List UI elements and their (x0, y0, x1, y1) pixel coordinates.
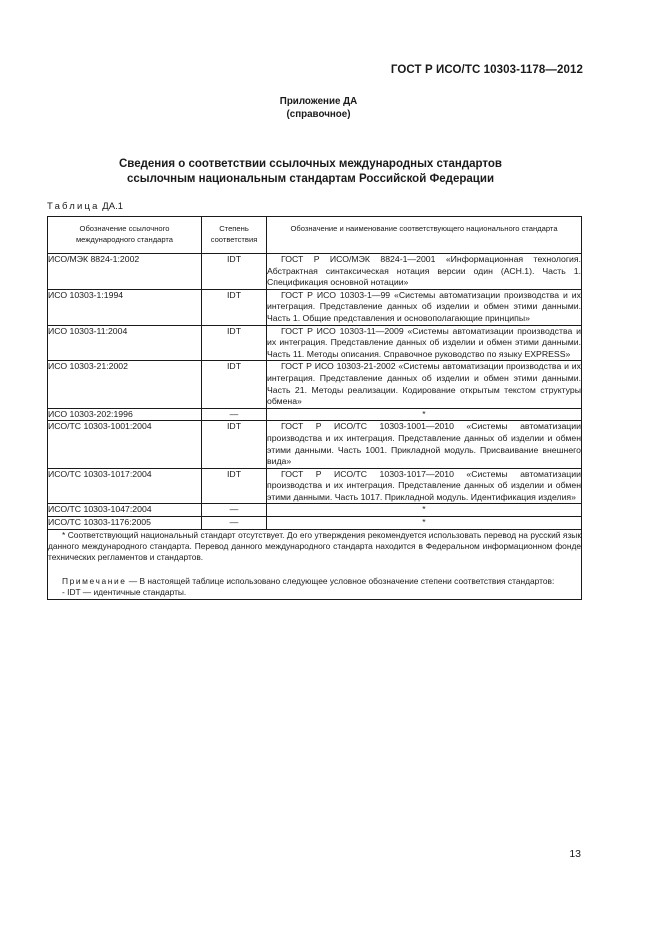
page-number: 13 (569, 848, 581, 860)
header-label: Обозначение ссылочного международного стандарта (75, 224, 174, 244)
table-header-row (48, 217, 582, 254)
cell-degree: IDT (202, 361, 267, 408)
cell-national-standard (267, 325, 582, 361)
table-row (48, 517, 582, 530)
national-standard-text: ГОСТ Р ИСО/ТС 10303-1017—2010 «Системы автоматизации производства и их интеграция. Представление данных об изделии и обмен этими данными. Часть 1017. Прикладной модуль. Идентификация изделия» (267, 468, 581, 502)
table-row (48, 421, 582, 468)
cell-international-standard: ИСО/ТС 10303-1047:2004 (48, 504, 202, 517)
header-cell-international (48, 217, 202, 254)
correspondence-table (47, 216, 582, 600)
table-row (48, 408, 582, 421)
cell-degree: IDT (202, 289, 267, 325)
header-cell-national (267, 217, 582, 254)
header-label: Обозначение и наименование соответствующего национального стандарта (290, 224, 558, 233)
cell-national-standard: * (267, 517, 582, 530)
header-label: Степень соответствия (210, 224, 258, 244)
cell-national-standard (267, 421, 582, 468)
cell-degree: IDT (202, 421, 267, 468)
table-row (48, 325, 582, 361)
table-footnote-row (48, 529, 582, 599)
cell-degree: — (202, 408, 267, 421)
section-title-line-2: ссылочным национальным стандартам Российской Федерации (126, 173, 495, 185)
national-standard-text: ГОСТ Р ИСО 10303-1—99 «Системы автоматизации производства и их интеграция. Представление данных об изделии и обмен этими данными. Часть 1. Общие представления и основополагающие принципы» (267, 289, 581, 323)
cell-international-standard: ИСО/ТС 10303-1176:2005 (48, 517, 202, 530)
cell-national-standard: * (267, 504, 582, 517)
national-standard-text: ГОСТ Р ИСО 10303-11—2009 «Системы автоматизации производства и их интеграция. Представление данных об изделии и обмен этими данными. Часть 11. Методы описания. Справочное руководство по языку EXPRESS» (267, 325, 581, 359)
cell-international-standard: ИСО/ТС 10303-1017:2004 (48, 468, 202, 504)
note-body: — В настоящей таблице использовано следующее условное обозначение степени соответствия стандартов: (126, 575, 555, 586)
document-code: ГОСТ Р ИСО/ТС 10303-1178—2012 (390, 64, 583, 76)
section-title-line-1: Сведения о соответствии ссылочных международных стандартов (118, 158, 502, 170)
cell-national-standard (267, 254, 582, 290)
table-caption (47, 201, 123, 212)
cell-international-standard: ИСО/ТС 10303-1001:2004 (48, 421, 202, 468)
table-caption-number: ДА.1 (99, 201, 123, 212)
table-row (48, 504, 582, 517)
cell-international-standard: ИСО 10303-11:2004 (48, 325, 202, 361)
cell-national-standard: * (267, 408, 582, 421)
cell-international-standard: ИСО 10303-202:1996 (48, 408, 202, 421)
note-label: Примечание (62, 575, 127, 586)
footnote-body: * Соответствующий национальный стандарт отсутствует. До его утверждения рекомендуется использовать перевод на русский язык данного международного стандарта. Перевод данного международного стандарта находится в Федеральном информационном фонде технических регламентов и стандартов. (48, 529, 581, 563)
cell-degree: — (202, 504, 267, 517)
cell-national-standard (267, 289, 582, 325)
note-item: - IDT — идентичные стандарты. (62, 587, 187, 598)
table-row (48, 254, 582, 290)
cell-degree: IDT (202, 325, 267, 361)
header-cell-degree (202, 217, 267, 254)
table-row (48, 361, 582, 408)
cell-international-standard: ИСО 10303-1:1994 (48, 289, 202, 325)
national-standard-text: ГОСТ Р ИСО 10303-21-2002 «Системы автоматизации производства и их интеграция. Представление данных об изделии и обмен этими данными. Часть 21. Методы реализации. Кодирование открытым текстом структуры обмена» (267, 361, 581, 407)
table-row (48, 468, 582, 504)
footnote-text (48, 530, 581, 564)
table-caption-prefix: Таблица (47, 201, 100, 212)
cell-national-standard (267, 468, 582, 504)
annex-title: Приложение ДА (279, 96, 358, 107)
cell-degree: IDT (202, 254, 267, 290)
cell-international-standard: ИСО/МЭК 8824-1:2002 (48, 254, 202, 290)
table-footnote-cell (48, 529, 582, 599)
cell-degree: IDT (202, 468, 267, 504)
section-title (0, 157, 641, 187)
annex-subtitle: (справочное) (286, 109, 351, 120)
national-standard-text: ГОСТ Р ИСО/ТС 10303-1001—2010 «Системы автоматизации производства и их интеграция. Представление данных об изделии и обмен этими данными. Часть 1001. Прикладной модуль. Присваивание внешнего вида» (267, 421, 581, 467)
cell-international-standard: ИСО 10303-21:2002 (48, 361, 202, 408)
national-standard-text: ГОСТ Р ИСО/МЭК 8824-1—2001 «Информационная технология. Абстрактная синтаксическая нотация версии один (АСН.1). Часть 1. Спецификация основной нотации» (267, 254, 581, 288)
note-text (48, 576, 581, 587)
cell-degree: — (202, 517, 267, 530)
cell-national-standard (267, 361, 582, 408)
table-row (48, 289, 582, 325)
